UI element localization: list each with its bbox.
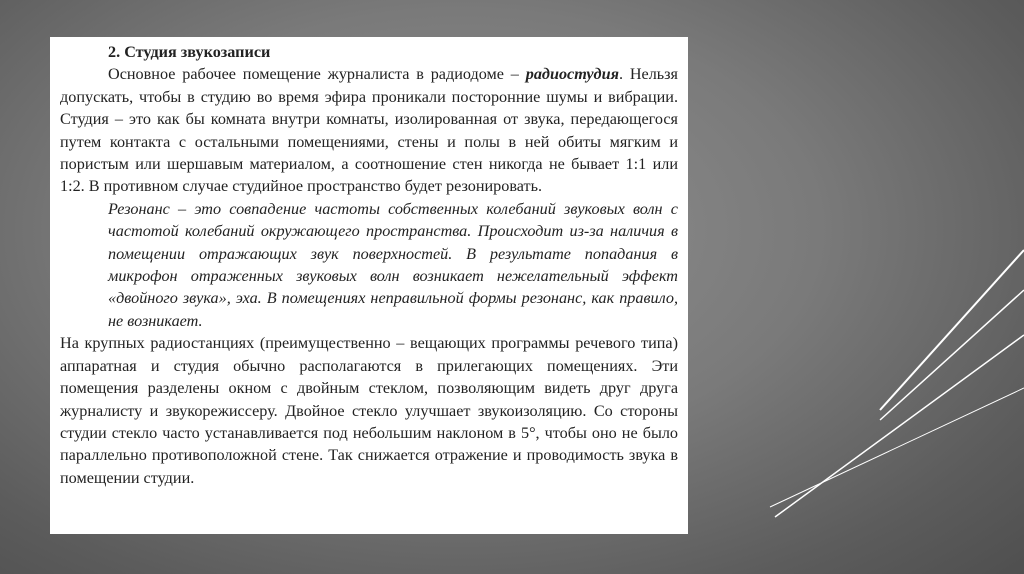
- deco-line-4: [770, 388, 1024, 507]
- intro-text: Основное рабочее помещение журналиста в радиодоме –: [108, 65, 526, 84]
- section-heading: 2. Студия звукозаписи: [108, 43, 271, 61]
- intro-continuation: . Нельзя допускать, чтобы в студию во время эфира проникали посторонние шумы и вибрации. Студия – это как бы комната внутри комнаты, изолированная от звука, передающегося путем контакта с остальными помещениями, стены и полы в ней обиты мягким и пористым или шершавым материалом, а соотношение стен никогда не бывает 1:1 или 1:2. В противном случае студийное пространство будет резонировать.: [60, 65, 678, 196]
- deco-line-3: [775, 335, 1024, 517]
- resonance-definition: Резонанс – это совпадение частоты собственных колебаний звуковых волн с частотой колебаний окружающего пространства. Происходит из-за наличия в помещении отражающих звук поверхностей. В результате попадания в микрофон отраженных звуковых волн возникает нежелательный эффект «двойного звука», эха. В помещениях неправильной формы резонанс, как правило, не возникает.: [108, 199, 678, 330]
- deco-line-1: [880, 250, 1024, 410]
- term-radiostudio: радиостудия: [525, 65, 619, 84]
- deco-line-2: [880, 290, 1024, 420]
- paragraph-studios: На крупных радиостанциях (преимущественно – вещающих программы речевого типа) аппаратная и студия обычно располагаются в прилегающих помещениях. Эти помещения разделены окном с двойным стеклом, позволяющим видеть друг друга журналисту и звукорежиссеру. Двойное стекло улучшает звукоизоляцию. Со стороны студии стекло часто устанавливается под небольшим наклоном в 5°, чтобы оно не было параллельно противоположной стене. Так снижается отражение и проводимость звука в помещении студии.: [60, 334, 678, 487]
